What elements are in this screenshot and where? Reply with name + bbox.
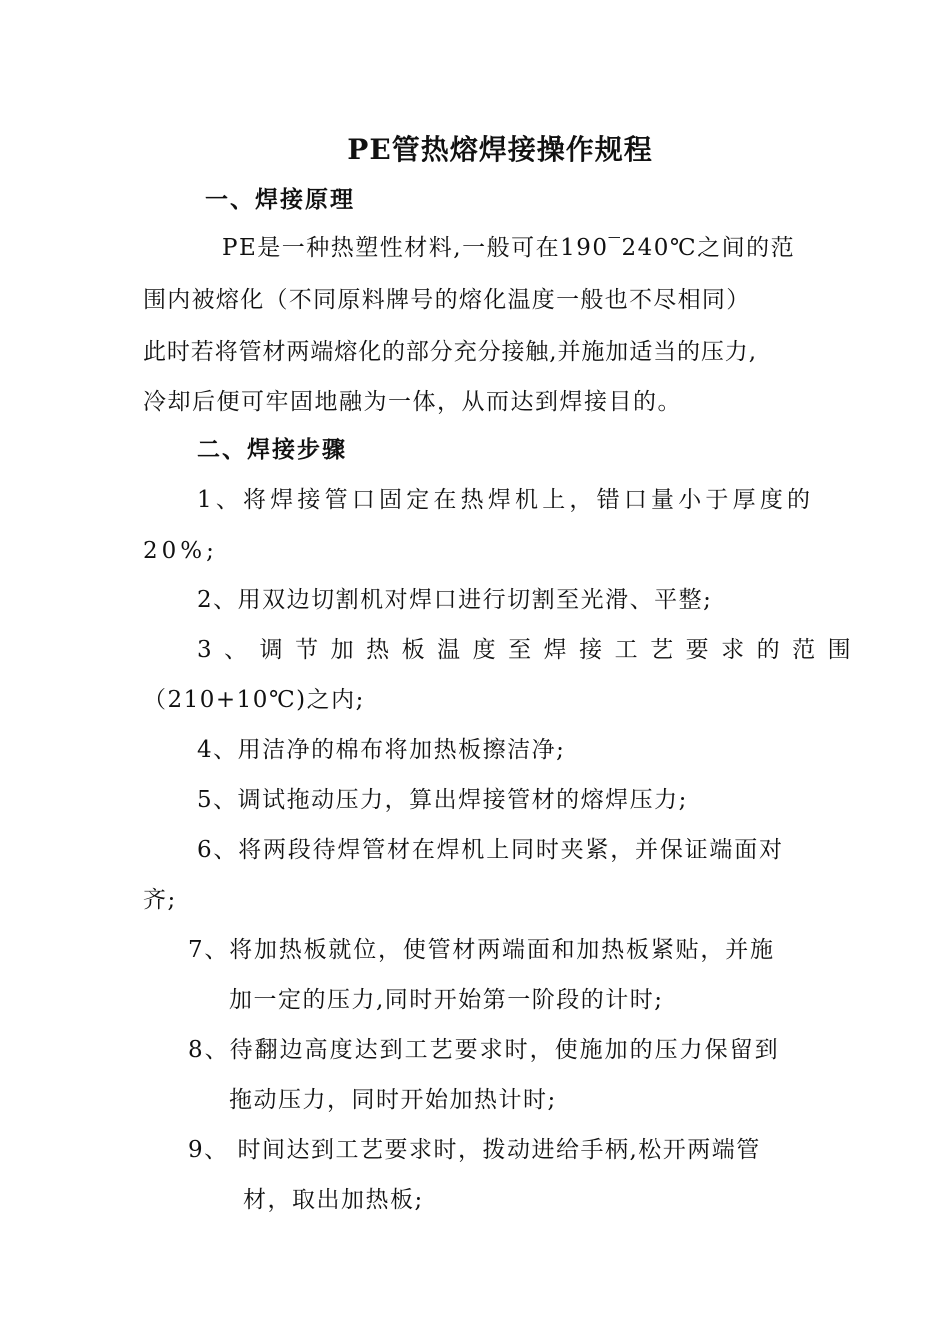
step-3-line-1: 3、调节加热板温度至焊接工艺要求的范围 bbox=[197, 637, 864, 663]
step-9-line-2: 材，取出加热板; bbox=[243, 1187, 424, 1213]
step-6-line-1: 6、将两段待焊管材在焊机上同时夹紧，并保证端面对 bbox=[197, 837, 784, 863]
step-7-line-1: 7、将加热板就位，使管材两端面和加热板紧贴，并施 bbox=[188, 937, 775, 963]
section-heading-steps: 二、焊接步骤 bbox=[197, 436, 347, 463]
principle-line-1: PE是一种热塑性材料,一般可在190‾240℃之间的范 bbox=[222, 235, 796, 261]
principle-line-2: 围内被熔化（不同原料牌号的熔化温度一般也不尽相同） bbox=[143, 287, 751, 313]
step-5-line-1: 5、调试拖动压力，算出焊接管材的熔焊压力; bbox=[197, 787, 688, 813]
section-heading-principle: 一、焊接原理 bbox=[205, 186, 355, 213]
step-7-line-2: 加一定的压力,同时开始第一阶段的计时; bbox=[229, 987, 664, 1013]
principle-line-4: 冷却后便可牢固地融为一体，从而达到焊接目的。 bbox=[143, 389, 682, 415]
step-9-line-1: 9、 时间达到工艺要求时，拨动进给手柄,松开两端管 bbox=[188, 1137, 761, 1163]
step-1-line-1: 1、将焊接管口固定在热焊机上，错口量小于厚度的 bbox=[197, 487, 815, 513]
step-3-line-2: （210+10℃)之内; bbox=[143, 687, 365, 713]
step-2-line-1: 2、用双边切割机对焊口进行切割至光滑、平整; bbox=[197, 587, 713, 613]
step-8-line-2: 拖动压力，同时开始加热计时; bbox=[229, 1087, 557, 1113]
step-1-line-2: 20%; bbox=[143, 538, 218, 564]
page-title: PE管热熔焊接操作规程 bbox=[347, 133, 653, 166]
step-6-line-2: 齐; bbox=[143, 887, 177, 913]
principle-line-3: 此时若将管材两端熔化的部分充分接触,并施加适当的压力, bbox=[143, 339, 757, 365]
step-4-line-1: 4、用洁净的棉布将加热板擦洁净; bbox=[197, 737, 566, 763]
step-8-line-1: 8、待翻边高度达到工艺要求时，使施加的压力保留到 bbox=[188, 1037, 780, 1063]
